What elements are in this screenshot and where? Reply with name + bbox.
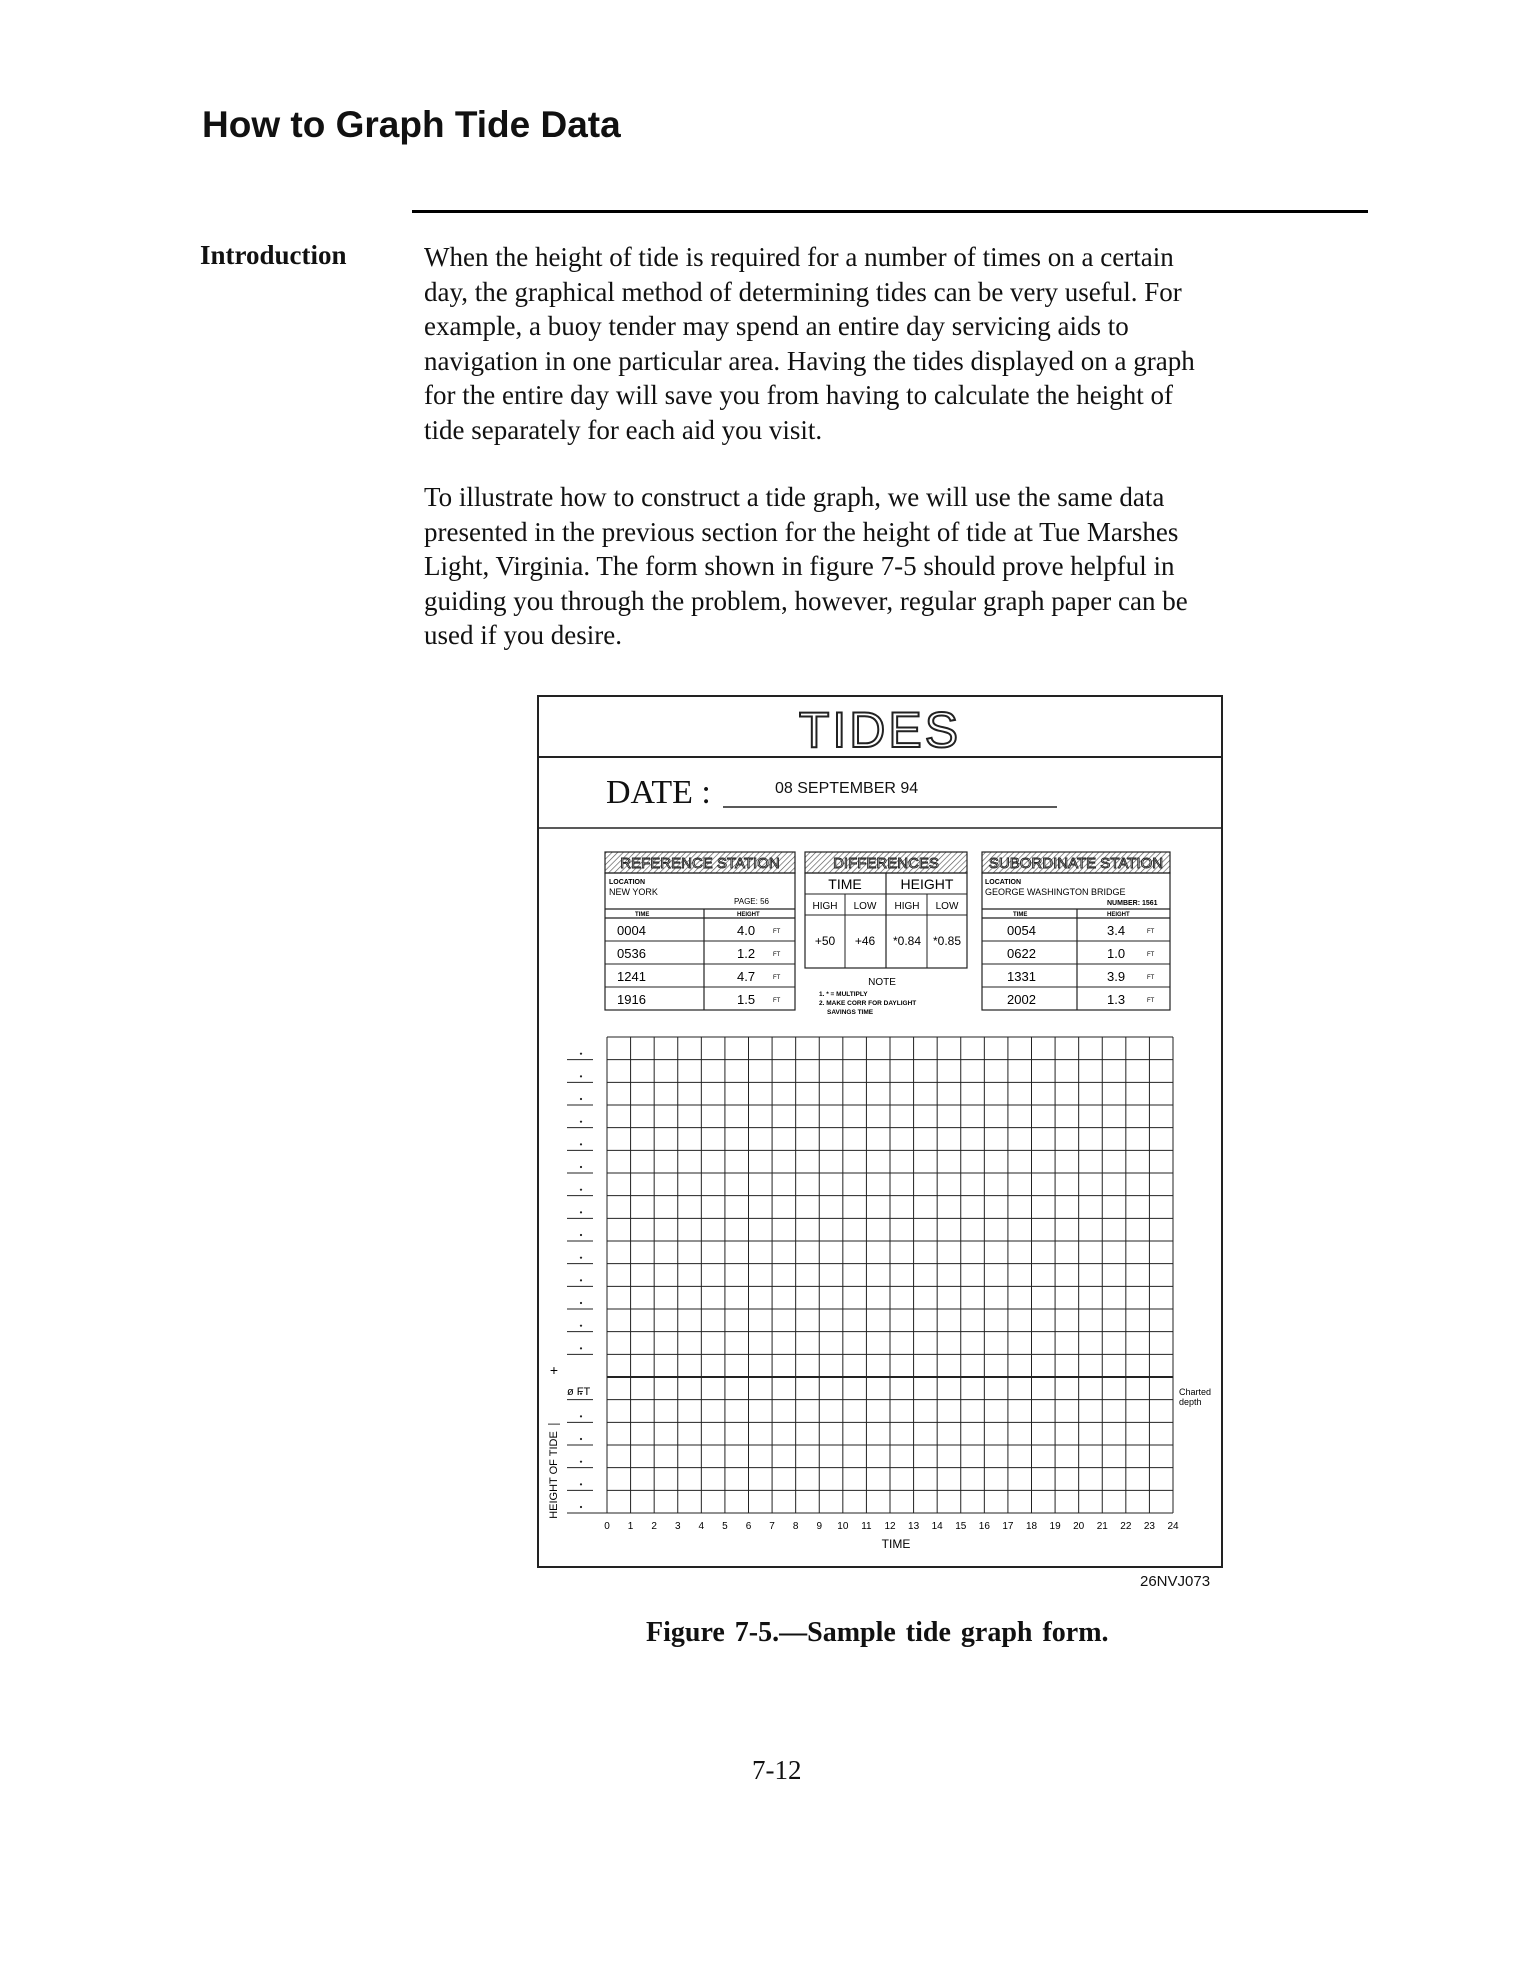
sub-col-header: HIGH [894, 901, 920, 912]
difference-value: +50 [814, 934, 836, 948]
minus-sign: — [548, 1416, 560, 1430]
section-label: Introduction [200, 240, 347, 270]
sub-col-header: LOW [935, 901, 959, 912]
tide-graph-form-figure [537, 695, 1223, 1568]
difference-value: *0.85 [932, 934, 962, 948]
time-tick-label: 9 [816, 1521, 823, 1532]
paragraph-line: Light, Virginia. The form shown in figure 7-5 should prove helpful in [424, 551, 1175, 581]
height-tick-dot [580, 1143, 582, 1145]
time-tick-label: 17 [1002, 1521, 1014, 1532]
paragraph-line: To illustrate how to construct a tide graph, we will use the same data [424, 482, 1165, 512]
height-tick-dot [580, 1506, 582, 1508]
time-tick-label: 4 [698, 1521, 705, 1532]
intro-paragraph-2 [424, 480, 1344, 653]
charted-depth-label: depth [1179, 1397, 1202, 1407]
time-tick-label: 16 [978, 1521, 990, 1532]
figure-id: 26NVJ073 [1140, 1573, 1211, 1590]
sub-col-header: HIGH [812, 901, 838, 912]
subordinate-time: 2002 [1007, 992, 1036, 1007]
location-label: LOCATION [609, 879, 646, 886]
note-line: SAVINGS TIME [827, 1009, 874, 1016]
paragraph-line: tide separately for each aid you visit. [424, 414, 823, 445]
height-tick-dot [580, 1166, 582, 1168]
time-tick-label: 15 [955, 1521, 967, 1532]
time-tick-label: 23 [1143, 1521, 1155, 1532]
form-title: TIDES [798, 702, 962, 758]
reference-time: 1916 [617, 992, 646, 1007]
height-tick-dot [580, 1189, 582, 1191]
time-tick-label: 24 [1167, 1521, 1179, 1532]
y-axis-label: HEIGHT OF TIDE [548, 1431, 560, 1519]
time-tick-label: 8 [792, 1521, 799, 1532]
difference-value: +46 [854, 934, 876, 948]
reference-time: 0004 [617, 923, 646, 938]
paragraph-line: example, a buoy tender may spend an entire day servicing aids to [424, 311, 1129, 341]
unit-label: FT [1147, 998, 1155, 1004]
charted-depth-label: Charted [1179, 1387, 1212, 1397]
height-col-header: HEIGHT [737, 912, 760, 918]
time-tick-label: 18 [1025, 1521, 1038, 1532]
zero-level-label: ø FT [567, 1386, 591, 1398]
time-col-header: TIME [635, 912, 650, 918]
reference-header: REFERENCE STATION [620, 855, 780, 872]
time-tick-label: 5 [722, 1521, 728, 1532]
paragraph-line: used if you desire. [424, 620, 622, 650]
height-tick-dot [580, 1279, 582, 1281]
reference-page: PAGE: 56 [734, 897, 769, 906]
time-tick-label: 0 [604, 1521, 610, 1532]
reference-height: 4.0 [737, 923, 756, 938]
location-label: LOCATION [985, 879, 1022, 886]
time-tick-label: 11 [861, 1521, 872, 1532]
subordinate-number: NUMBER: 1561 [1107, 900, 1158, 907]
subordinate-header: SUBORDINATE STATION [988, 855, 1164, 872]
reference-height: 1.5 [737, 992, 756, 1007]
height-col-header: HEIGHT [900, 876, 954, 892]
date-label: DATE : [606, 774, 711, 811]
page-title: How to Graph Tide Data [202, 104, 621, 145]
reference-time: 1241 [617, 969, 646, 984]
section-divider [412, 210, 1368, 213]
height-tick-dot [580, 1211, 582, 1213]
height-tick-dot [580, 1257, 582, 1259]
sub-col-header: LOW [853, 901, 877, 912]
time-tick-label: 12 [884, 1521, 896, 1532]
reference-time: 0536 [617, 946, 646, 961]
height-tick-dot [580, 1302, 582, 1304]
time-col-header: TIME [828, 876, 862, 892]
time-tick-label: 14 [931, 1521, 943, 1532]
unit-label: FT [1147, 975, 1155, 981]
unit-label: FT [1147, 952, 1155, 958]
note-line: 2. MAKE CORR FOR DAYLIGHT [819, 1000, 917, 1007]
date-value: 08 SEPTEMBER 94 [775, 780, 919, 797]
height-tick-dot [580, 1075, 582, 1077]
height-tick-dot [580, 1121, 582, 1123]
x-axis-label: TIME [881, 1537, 911, 1551]
reference-height: 1.2 [737, 946, 756, 961]
height-tick-dot [580, 1053, 582, 1055]
note-title: NOTE [868, 977, 896, 988]
unit-label: FT [773, 975, 781, 981]
page-number: 7-12 [752, 1755, 802, 1785]
unit-label: FT [1147, 929, 1155, 935]
form-border [538, 696, 1222, 1567]
height-tick-dot [580, 1415, 582, 1417]
time-tick-label: 2 [651, 1521, 657, 1532]
time-col-header: TIME [1013, 912, 1028, 918]
subordinate-height: 1.3 [1107, 992, 1126, 1007]
height-col-header: HEIGHT [1107, 912, 1130, 918]
time-tick-label: 1 [627, 1521, 634, 1532]
paragraph-line: day, the graphical method of determining tides can be very useful. For [424, 276, 1182, 307]
unit-label: FT [773, 952, 781, 958]
subordinate-time: 0054 [1007, 923, 1036, 938]
subordinate-time: 1331 [1007, 969, 1036, 984]
height-tick-dot [580, 1483, 582, 1485]
height-tick-dot [580, 1325, 582, 1327]
time-tick-label: 3 [674, 1521, 681, 1532]
reference-height: 4.7 [737, 969, 756, 984]
time-tick-label: 21 [1096, 1521, 1108, 1532]
height-tick-dot [580, 1438, 582, 1440]
intro-paragraph-1 [424, 240, 1344, 447]
time-tick-label: 13 [908, 1521, 920, 1532]
time-tick-label: 10 [837, 1521, 849, 1532]
subordinate-height: 3.9 [1107, 969, 1126, 984]
paragraph-line: navigation in one particular area. Having the tides displayed on a graph [424, 345, 1195, 376]
paragraph-line: for the entire day will save you from having to calculate the height of [424, 380, 1173, 410]
subordinate-height: 3.4 [1107, 923, 1126, 938]
unit-label: FT [773, 998, 781, 1004]
paragraph-line: presented in the previous section for the height of tide at Tue Marshes [424, 516, 1179, 547]
paragraph-line: When the height of tide is required for a number of times on a certain [424, 242, 1174, 272]
height-tick-dot [580, 1234, 582, 1236]
subordinate-height: 1.0 [1107, 946, 1126, 961]
time-tick-label: 19 [1049, 1521, 1061, 1532]
note-line: 1. * = MULTIPLY [819, 991, 868, 998]
plus-sign: + [549, 1362, 559, 1378]
figure-caption: Figure 7-5.—Sample tide graph form. [646, 1617, 1109, 1648]
difference-value: *0.84 [892, 934, 922, 948]
subordinate-location: GEORGE WASHINGTON BRIDGE [985, 887, 1126, 897]
paragraph-line: guiding you through the problem, however, regular graph paper can be [424, 585, 1188, 616]
time-tick-label: 6 [745, 1521, 752, 1532]
subordinate-time: 0622 [1007, 946, 1036, 961]
time-tick-label: 20 [1073, 1521, 1085, 1532]
differences-header: DIFFERENCES [833, 855, 939, 872]
height-tick-dot [580, 1347, 582, 1349]
unit-label: FT [773, 929, 781, 935]
reference-location: NEW YORK [609, 887, 658, 897]
height-tick-dot [580, 1098, 582, 1100]
time-tick-label: 22 [1120, 1521, 1132, 1532]
height-tick-dot [580, 1461, 582, 1463]
time-tick-label: 7 [769, 1521, 775, 1532]
